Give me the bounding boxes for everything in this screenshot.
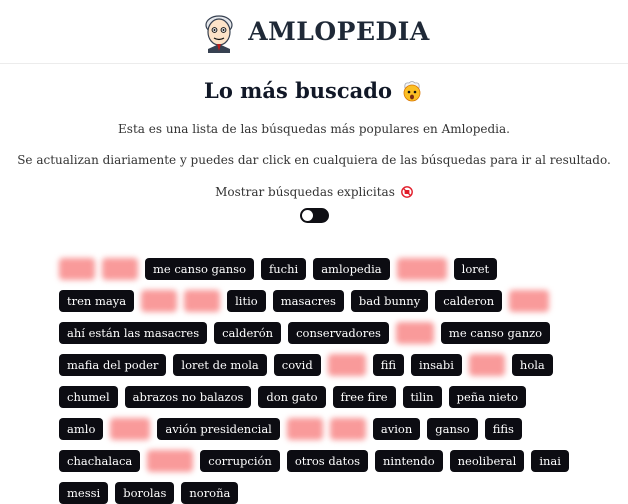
- search-tag-hidden[interactable]: [509, 290, 549, 312]
- search-tag[interactable]: masacres: [273, 290, 344, 312]
- search-tag[interactable]: neoliberal: [450, 450, 525, 472]
- search-tag-hidden[interactable]: [396, 322, 434, 344]
- search-tags-list: [59, 258, 573, 504]
- search-tag[interactable]: noroña: [181, 482, 238, 504]
- search-tag[interactable]: chachalaca: [59, 450, 140, 472]
- site-header: [0, 0, 628, 64]
- search-tag[interactable]: don gato: [258, 386, 325, 408]
- explicit-toggle[interactable]: [300, 208, 329, 223]
- search-tag-hidden[interactable]: [110, 418, 150, 440]
- search-tag-hidden[interactable]: [287, 418, 323, 440]
- search-tag[interactable]: avión presidencial: [157, 418, 280, 440]
- search-tag[interactable]: borolas: [115, 482, 174, 504]
- description-line-1: Esta es una lista de las búsquedas más populares en Amlopedia.: [118, 122, 510, 136]
- page-title: Lo más buscado: [204, 78, 392, 103]
- search-tag-hidden[interactable]: [102, 258, 138, 280]
- search-tag[interactable]: messi: [59, 482, 108, 504]
- search-tag[interactable]: otros datos: [287, 450, 368, 472]
- search-tag-hidden[interactable]: [328, 354, 366, 376]
- amlo-caricature-icon[interactable]: [198, 11, 240, 53]
- search-tag-hidden[interactable]: [397, 258, 447, 280]
- search-tag-hidden[interactable]: [59, 258, 95, 280]
- search-tag[interactable]: ganso: [427, 418, 477, 440]
- search-tag[interactable]: calderón: [214, 322, 281, 344]
- search-tag[interactable]: calderon: [435, 290, 502, 312]
- mind-blown-emoji-icon: [400, 79, 424, 103]
- search-tag[interactable]: mafia del poder: [59, 354, 166, 376]
- description-line-2: Se actualizan diariamente y puedes dar click en cualquiera de las búsquedas para ir al resultado.: [17, 153, 611, 167]
- toggle-knob: [302, 210, 313, 221]
- search-tag-hidden[interactable]: [330, 418, 366, 440]
- search-tag[interactable]: fuchi: [261, 258, 306, 280]
- search-tag[interactable]: bad bunny: [351, 290, 428, 312]
- explicit-filter-row: [0, 185, 628, 199]
- brand-name[interactable]: AMLOPEDIA: [248, 17, 430, 46]
- search-tag[interactable]: fifi: [373, 354, 404, 376]
- search-tag[interactable]: loret: [454, 258, 498, 280]
- search-tag[interactable]: peña nieto: [449, 386, 527, 408]
- search-tag[interactable]: abrazos no balazos: [125, 386, 252, 408]
- search-tag[interactable]: inai: [531, 450, 569, 472]
- search-tag[interactable]: litio: [227, 290, 266, 312]
- explicit-toggle-wrap: [0, 208, 628, 223]
- search-tag[interactable]: nintendo: [375, 450, 443, 472]
- search-tag[interactable]: tren maya: [59, 290, 134, 312]
- search-tag[interactable]: ahí están las masacres: [59, 322, 207, 344]
- search-tag[interactable]: covid: [274, 354, 321, 376]
- search-tag-hidden[interactable]: [147, 450, 193, 472]
- search-tag[interactable]: me canso ganzo: [441, 322, 550, 344]
- search-tag[interactable]: amlopedia: [313, 258, 389, 280]
- search-tag[interactable]: corrupción: [200, 450, 280, 472]
- search-tag[interactable]: fifis: [485, 418, 522, 440]
- no-explicit-icon: [401, 186, 413, 198]
- explicit-label: Mostrar búsquedas explicitas: [215, 185, 395, 199]
- search-tag[interactable]: insabi: [411, 354, 462, 376]
- search-tag[interactable]: free fire: [333, 386, 396, 408]
- search-tag[interactable]: avion: [373, 418, 420, 440]
- search-tag[interactable]: tilin: [403, 386, 442, 408]
- search-tag[interactable]: amlo: [59, 418, 103, 440]
- search-tag[interactable]: chumel: [59, 386, 118, 408]
- page-title-row: [0, 78, 628, 103]
- search-tag-hidden[interactable]: [469, 354, 505, 376]
- search-tag[interactable]: loret de mola: [173, 354, 266, 376]
- search-tag-hidden[interactable]: [184, 290, 220, 312]
- search-tag[interactable]: me canso ganso: [145, 258, 254, 280]
- search-tag[interactable]: hola: [512, 354, 553, 376]
- search-tag[interactable]: conservadores: [288, 322, 389, 344]
- search-tag-hidden[interactable]: [141, 290, 177, 312]
